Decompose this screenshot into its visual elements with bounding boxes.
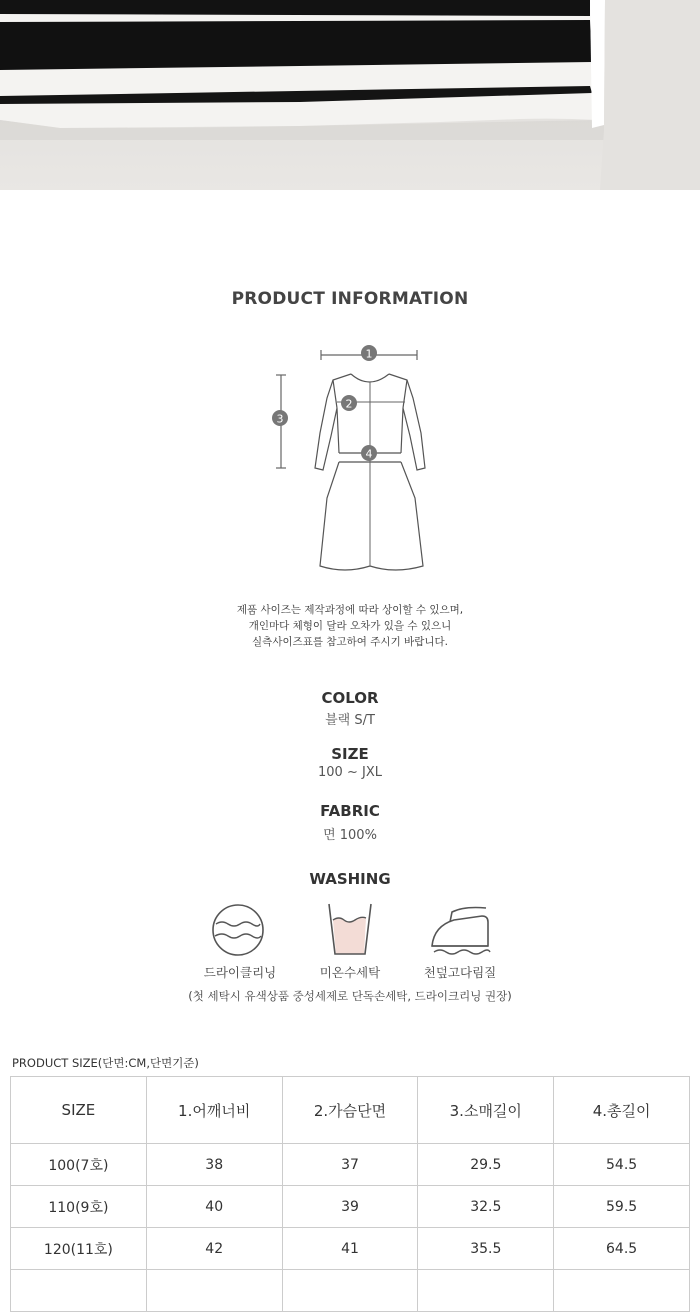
table-cell: 59.5: [554, 1186, 690, 1228]
table-row: [11, 1186, 690, 1228]
marker-2: [341, 395, 357, 411]
header-cell: SIZE: [11, 1077, 147, 1144]
notice-line: 실측사이즈표를 참고하여 주시기 바랍니다.: [252, 636, 448, 648]
marker-3-label: 3: [276, 412, 284, 426]
table-cell: 54.5: [554, 1144, 690, 1186]
size-value: 100 ~ JXL: [318, 765, 382, 780]
lukewarm-water-icon: [326, 902, 374, 958]
striped-hem-image: [0, 0, 700, 190]
color-value: 블랙 S/T: [325, 713, 375, 728]
iron-cloth-label: 천덮고다림질: [423, 965, 497, 980]
table-cell: 38: [146, 1144, 282, 1186]
washing-title: WASHING: [309, 870, 391, 888]
table-cell: [418, 1270, 554, 1312]
table-cell: 42: [146, 1228, 282, 1270]
header-cell: 2.가슴단면: [282, 1077, 418, 1144]
table-cell: 120(11호): [11, 1228, 147, 1270]
table-cell: [146, 1270, 282, 1312]
table-cell: 29.5: [418, 1144, 554, 1186]
table-row: [11, 1144, 690, 1186]
marker-2-label: 2: [345, 397, 353, 411]
table-row: [11, 1228, 690, 1270]
color-label: COLOR: [321, 689, 379, 707]
header-cell: 4.총길이: [554, 1077, 690, 1144]
fabric-label: FABRIC: [320, 802, 380, 820]
product-information-title: PRODUCT INFORMATION: [231, 289, 469, 309]
table-cell: 110(9호): [11, 1186, 147, 1228]
size-notice: [0, 602, 700, 650]
table-cell: 37: [282, 1144, 418, 1186]
table-cell: 39: [282, 1186, 418, 1228]
washing-note: (첫 세탁시 유색상품 중성세제로 단독손세탁, 드라이크리닝 권장): [188, 989, 512, 1003]
dry-clean-label: 드라이클리닝: [203, 965, 277, 980]
marker-4-label: 4: [365, 447, 373, 461]
fabric-value: 면 100%: [323, 828, 377, 843]
notice-line: 제품 사이즈는 제작과정에 따라 상이할 수 있으며,: [236, 604, 464, 616]
header-cell: 1.어깨너비: [146, 1077, 282, 1144]
size-table-header: [11, 1077, 690, 1144]
header-cell: 3.소매길이: [418, 1077, 554, 1144]
garment-measurement-diagram: [265, 338, 445, 578]
table-cell: 100(7호): [11, 1144, 147, 1186]
table-cell: [11, 1270, 147, 1312]
dry-clean-icon: [208, 902, 268, 958]
table-cell: 64.5: [554, 1228, 690, 1270]
table-cell: 41: [282, 1228, 418, 1270]
size-label: SIZE: [331, 745, 369, 763]
marker-4: [361, 445, 377, 461]
iron-with-cloth-icon: [428, 902, 494, 958]
table-cell: 32.5: [418, 1186, 554, 1228]
table-cell: [554, 1270, 690, 1312]
table-cell: 40: [146, 1186, 282, 1228]
table-row: [11, 1270, 690, 1312]
marker-1: [361, 345, 377, 361]
product-photo: [0, 0, 700, 190]
table-cell: 35.5: [418, 1228, 554, 1270]
marker-3: [272, 410, 288, 426]
table-cell: [282, 1270, 418, 1312]
product-size-title: PRODUCT SIZE(단면:CM,단면기준): [12, 1056, 199, 1070]
size-table: [10, 1076, 690, 1312]
notice-line: 개인마다 체형이 달라 오차가 있을 수 있으니: [248, 620, 452, 632]
lukewarm-wash-label: 미온수세탁: [319, 965, 381, 980]
marker-1-label: 1: [365, 347, 373, 361]
